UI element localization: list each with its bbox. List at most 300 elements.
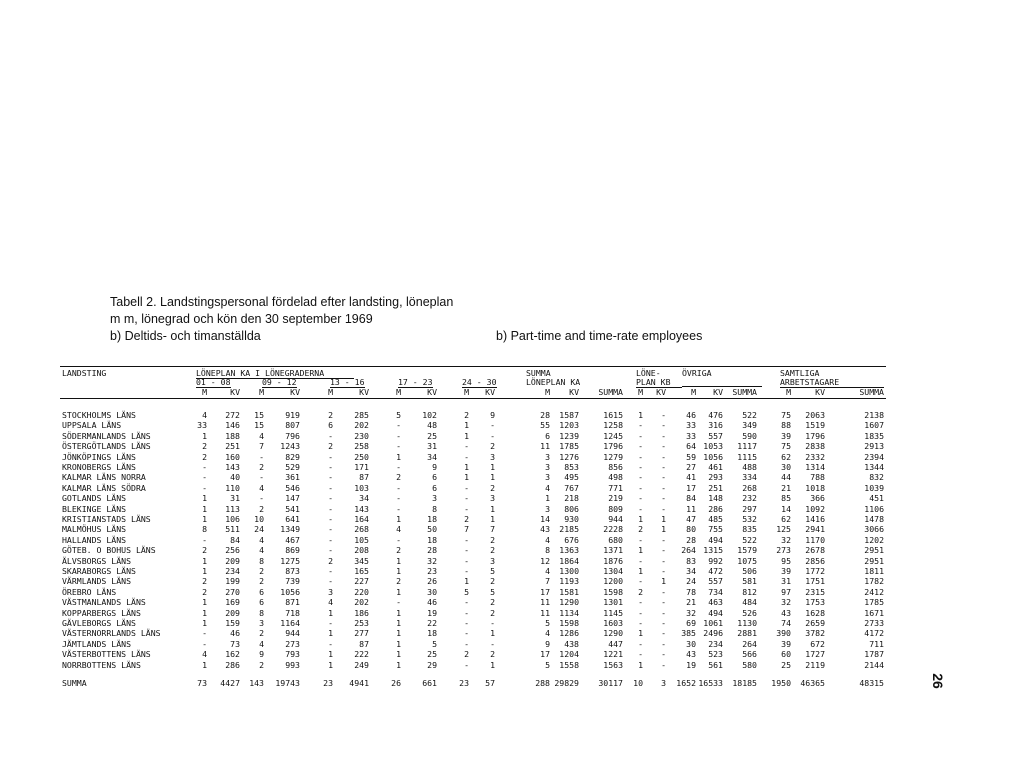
table-row-cell: 227 <box>354 576 369 587</box>
table-row-cell: - <box>464 618 469 628</box>
table-row-cell: - <box>661 649 666 660</box>
table-row-cell: 1787 <box>864 649 884 660</box>
table-row-cell: 2 <box>638 586 643 597</box>
table-row-cell: 835 <box>742 524 757 535</box>
table-row-cell: 7 <box>259 441 264 452</box>
table-row-cell: - <box>396 597 401 608</box>
table-row-cell: 1628 <box>805 607 825 618</box>
title-line-1: Tabell 2. Landstingspersonal fördelad efter landsting, löneplan <box>110 295 454 309</box>
header-sub-cell: M <box>545 387 550 397</box>
table-row-cell: - <box>328 451 333 462</box>
table-row-cell: 1290 <box>559 597 579 608</box>
table-row-cell: 2 <box>396 576 401 587</box>
table-row-cell: BLEKINGE LÄNS <box>62 503 127 514</box>
table-row-cell: - <box>396 420 401 431</box>
table-row-cell: 1092 <box>805 503 825 514</box>
table-row-cell: 2 <box>259 566 264 576</box>
table-row-cell: 561 <box>708 659 723 670</box>
table-row-cell: 1130 <box>737 618 757 628</box>
table-row-cell: 80 <box>686 524 696 535</box>
table-row-cell: 270 <box>225 586 240 597</box>
table-row-cell: 102 <box>422 410 437 420</box>
table-row-cell: 2315 <box>805 586 825 597</box>
table-row-cell: 1276 <box>559 451 579 462</box>
table-row-cell: 1 <box>638 514 643 524</box>
table-row-cell: 1785 <box>864 597 884 608</box>
header-lone-line2: PLAN KB <box>636 377 682 388</box>
table-row-cell: 1753 <box>805 597 825 608</box>
table-row-cell: 2 <box>490 607 495 618</box>
table-row-cell: VÄSTERNORRLANDS LÄNS <box>62 628 161 639</box>
table-row-cell: 9 <box>259 649 264 660</box>
table-row-cell: 2496 <box>703 628 723 639</box>
table-row-cell: 1 <box>396 618 401 628</box>
table-row-cell: 165 <box>354 566 369 576</box>
table-row-cell: 251 <box>708 482 723 493</box>
table-row-cell: 32 <box>781 534 791 545</box>
table-row-cell: 2 <box>396 472 401 483</box>
table-row-cell: - <box>661 628 666 639</box>
table-row-cell: 250 <box>354 451 369 462</box>
table-row-cell: 41 <box>686 472 696 483</box>
table-row-cell: 1 <box>396 628 401 639</box>
table-row-cell: - <box>638 555 643 566</box>
table-row-cell: - <box>638 462 643 472</box>
table-row-cell: 2332 <box>805 451 825 462</box>
table-row-cell: 202 <box>354 420 369 431</box>
table-row-cell: 2185 <box>559 524 579 535</box>
table-row-cell: 148 <box>708 493 723 504</box>
table-row-cell: 253 <box>354 618 369 628</box>
table-row-cell: 219 <box>608 493 623 504</box>
table-row-cell: - <box>661 462 666 472</box>
table-row-cell: 23 <box>427 566 437 576</box>
table-row-cell: 1056 <box>280 586 300 597</box>
table-row-cell: 62 <box>781 514 791 524</box>
table-row-cell: 6 <box>545 430 550 441</box>
table-row-cell: 209 <box>225 607 240 618</box>
table-row-cell: 1416 <box>805 514 825 524</box>
table-row-cell: 34 <box>427 451 437 462</box>
header-sub-cell: M <box>259 387 264 397</box>
table-row-cell: 251 <box>225 441 240 452</box>
table-row-cell: 25 <box>427 649 437 660</box>
table-row-cell: - <box>638 607 643 618</box>
table-row-cell: 1290 <box>603 628 623 639</box>
table-row-cell: 3 <box>328 586 333 597</box>
header-sub-cell: SUMMA <box>598 387 623 397</box>
table-row-cell: 566 <box>742 649 757 660</box>
table-row-cell: 5 <box>490 586 495 597</box>
table-row-cell: 2119 <box>805 659 825 670</box>
table-row-cell: 930 <box>564 514 579 524</box>
summa-row-cell: 3 <box>661 678 666 688</box>
table-row-cell: 18 <box>427 628 437 639</box>
header-rule <box>60 398 886 399</box>
table-row-cell: 2228 <box>603 524 623 535</box>
table-row-cell: 992 <box>708 555 723 566</box>
table-row-cell: - <box>638 576 643 587</box>
table-row-cell: - <box>661 472 666 483</box>
table-row-cell: 506 <box>742 566 757 576</box>
table-row-cell: - <box>638 451 643 462</box>
table-row-cell: 87 <box>359 638 369 649</box>
table-row-cell: 46 <box>427 597 437 608</box>
table-row-cell: 160 <box>225 451 240 462</box>
table-row-cell: 498 <box>608 472 623 483</box>
table-row-cell: - <box>661 420 666 431</box>
table-row-cell: 14 <box>540 514 550 524</box>
table-row-cell: 105 <box>354 534 369 545</box>
table-row-cell: 1193 <box>559 576 579 587</box>
table-row-cell: 3 <box>259 618 264 628</box>
table-row-cell: KRONOBERGS LÄNS <box>62 462 136 472</box>
table-row-cell: 24 <box>686 576 696 587</box>
table-row-cell: 390 <box>776 628 791 639</box>
table-row-cell: 8 <box>259 555 264 566</box>
header-sub-cell: KV <box>359 387 369 397</box>
table-row-cell: 361 <box>285 472 300 483</box>
table-row-cell: - <box>661 441 666 452</box>
table-row-cell: 447 <box>608 638 623 649</box>
table-row-cell: 806 <box>564 503 579 514</box>
table-row-cell: 3 <box>545 451 550 462</box>
table-row-cell: - <box>661 586 666 597</box>
table-row-cell: 2138 <box>864 410 884 420</box>
table-row-cell: - <box>490 420 495 431</box>
table-row-cell: 188 <box>225 430 240 441</box>
table-row-cell: 8 <box>202 524 207 535</box>
table-row-cell: - <box>202 628 207 639</box>
table-row-cell: - <box>464 607 469 618</box>
table-row-cell: 1 <box>464 420 469 431</box>
table-row-cell: 17 <box>540 586 550 597</box>
table-row-cell: 220 <box>354 586 369 597</box>
table-row-cell: 39 <box>781 566 791 576</box>
table-row-cell: 1301 <box>603 597 623 608</box>
table-row-cell: 95 <box>781 555 791 566</box>
header-range-1: 01 - 08 <box>196 377 231 387</box>
header-samtliga: SAMTLIGA <box>780 368 820 378</box>
table-row-cell: 1785 <box>559 441 579 452</box>
header-sub-cell: KV <box>485 387 495 397</box>
header-sub-cell: M <box>202 387 207 397</box>
table-row-cell: 526 <box>742 607 757 618</box>
table-row-cell: 4 <box>259 482 264 493</box>
header-sub-cell: M <box>396 387 401 397</box>
table-row-cell: 5 <box>545 618 550 628</box>
table-row-cell: 1039 <box>864 482 884 493</box>
table-row-cell: 6 <box>259 597 264 608</box>
table-row-cell: 159 <box>225 618 240 628</box>
table-row-cell: 4 <box>202 410 207 420</box>
table-row-cell: - <box>638 430 643 441</box>
table-row-cell: 2 <box>464 410 469 420</box>
table-row-cell: 7 <box>490 524 495 535</box>
table-row-cell: 48 <box>427 420 437 431</box>
table-row-cell: 84 <box>686 493 696 504</box>
table-row-cell: 19 <box>427 607 437 618</box>
table-row-cell: 15 <box>254 420 264 431</box>
table-row-cell: 25 <box>427 430 437 441</box>
table-row-cell: 74 <box>781 618 791 628</box>
title-line-2: m m, lönegrad och kön den 30 september 1969 <box>110 312 373 326</box>
table-row-cell: 18 <box>427 534 437 545</box>
table-row-cell: 232 <box>742 493 757 504</box>
table-row-cell: 7 <box>464 524 469 535</box>
summa-row-cell: 661 <box>422 678 437 688</box>
table-row-cell: 2913 <box>864 441 884 452</box>
table-row-cell: 522 <box>742 534 757 545</box>
table-row-cell: 39 <box>781 430 791 441</box>
table-row-cell: 256 <box>225 545 240 556</box>
table-row-cell: 4 <box>259 430 264 441</box>
table-row-cell: - <box>638 472 643 483</box>
table-row-cell: - <box>661 534 666 545</box>
table-row-cell: 230 <box>354 430 369 441</box>
table-row-cell: 60 <box>781 649 791 660</box>
page-number: 26 <box>929 673 946 689</box>
table-row-cell: - <box>490 638 495 649</box>
table-row-cell: 1258 <box>603 420 623 431</box>
table-row-cell: 17 <box>540 649 550 660</box>
table-row-cell: MALMÖHUS LÄNS <box>62 524 127 535</box>
table-row-cell: 11 <box>686 503 696 514</box>
table-row-cell: - <box>490 430 495 441</box>
table-row-cell: 2856 <box>805 555 825 566</box>
table-row-cell: 809 <box>608 503 623 514</box>
table-row-cell: 1 <box>202 566 207 576</box>
table-row-cell: - <box>464 566 469 576</box>
table-row-cell: - <box>396 503 401 514</box>
table-row-cell: 4 <box>545 534 550 545</box>
table-row-cell: 532 <box>742 514 757 524</box>
table-row-cell: 366 <box>810 493 825 504</box>
table-row-cell: 4 <box>396 524 401 535</box>
table-row-cell: 8 <box>545 545 550 556</box>
table-row-cell: - <box>661 566 666 576</box>
table-row-cell: STOCKHOLMS LÄNS <box>62 410 136 420</box>
table-row-cell: 334 <box>742 472 757 483</box>
table-row-cell: 1727 <box>805 649 825 660</box>
table-row-cell: 771 <box>608 482 623 493</box>
table-row-cell: 2 <box>490 649 495 660</box>
table-row-cell: 1286 <box>559 628 579 639</box>
table-row-cell: 84 <box>230 534 240 545</box>
table-row-cell: - <box>328 524 333 535</box>
table-row-cell: 1075 <box>737 555 757 566</box>
table-row-cell: 711 <box>869 638 884 649</box>
table-row-cell: 1 <box>638 659 643 670</box>
table-row-cell: 1796 <box>805 430 825 441</box>
table-row-cell: 1061 <box>703 618 723 628</box>
table-row-cell: 1170 <box>805 534 825 545</box>
header-sub-cell: M <box>638 387 643 397</box>
table-row-cell: 1 <box>396 659 401 670</box>
table-row-cell: 18 <box>427 514 437 524</box>
table-row-cell: - <box>328 430 333 441</box>
table-row-cell: 31 <box>427 441 437 452</box>
table-row-cell: 1 <box>202 514 207 524</box>
table-row-cell: 557 <box>708 430 723 441</box>
table-row-cell: 1581 <box>559 586 579 597</box>
table-row-cell: 1200 <box>603 576 623 587</box>
table-row-cell: 64 <box>686 441 696 452</box>
table-row-cell: 796 <box>285 430 300 441</box>
table-row-cell: 1 <box>490 462 495 472</box>
table-row-cell: 1615 <box>603 410 623 420</box>
table-row-cell: 3066 <box>864 524 884 535</box>
table-row-cell: VÄSTERBOTTENS LÄNS <box>62 649 151 660</box>
table-row-cell: 3 <box>545 462 550 472</box>
table-row-cell: 541 <box>285 503 300 514</box>
table-row-cell: 919 <box>285 410 300 420</box>
table-row-cell: 43 <box>686 649 696 660</box>
table-row-cell: 30 <box>781 462 791 472</box>
table-row-cell: 277 <box>354 628 369 639</box>
subtitle-swedish: b) Deltids- och timanställda <box>110 329 261 343</box>
table-row-cell: 26 <box>427 576 437 587</box>
top-rule <box>60 366 886 367</box>
table-row-cell: 812 <box>742 586 757 597</box>
table-row-cell: 87 <box>359 472 369 483</box>
table-row-cell: 1314 <box>805 462 825 472</box>
table-row-cell: 2733 <box>864 618 884 628</box>
table-row-cell: 1 <box>661 576 666 587</box>
table-row-cell: 5 <box>464 586 469 597</box>
table-row-cell: 488 <box>742 462 757 472</box>
table-row-cell: 2 <box>490 597 495 608</box>
table-row-cell: 1811 <box>864 566 884 576</box>
table-row-cell: 171 <box>354 462 369 472</box>
table-row-cell: 1558 <box>559 659 579 670</box>
summa-row-cell: 143 <box>249 678 264 688</box>
table-row-cell: - <box>464 597 469 608</box>
header-ovriga: ÖVRIGA <box>682 368 712 378</box>
table-row-cell: 4 <box>545 628 550 639</box>
table-row-cell: 33 <box>686 430 696 441</box>
table-row-cell: 2 <box>328 410 333 420</box>
table-row-cell: 169 <box>225 597 240 608</box>
table-row-cell: 19 <box>686 659 696 670</box>
table-row-cell: 461 <box>708 462 723 472</box>
table-row-cell: 484 <box>742 597 757 608</box>
table-row-cell: - <box>328 514 333 524</box>
table-row-cell: 680 <box>608 534 623 545</box>
table-row-cell: 1304 <box>603 566 623 576</box>
table-row-cell: 944 <box>608 514 623 524</box>
table-row-cell: 103 <box>354 482 369 493</box>
table-row-cell: 268 <box>354 524 369 535</box>
table-row-cell: 2 <box>464 514 469 524</box>
table-row-cell: 28 <box>540 410 550 420</box>
table-row-cell: 2 <box>259 659 264 670</box>
header-range-4: 17 - 23 <box>398 377 433 387</box>
table-row-cell: 113 <box>225 503 240 514</box>
table-row-cell: 143 <box>225 462 240 472</box>
table-row-cell: 125 <box>776 524 791 535</box>
table-row-cell: 33 <box>197 420 207 431</box>
table-row-cell: - <box>464 638 469 649</box>
table-row-cell: 258 <box>354 441 369 452</box>
table-row-cell: 529 <box>285 462 300 472</box>
header-loneplan-group: LÖNEPLAN KA I LÖNEGRADERNA <box>196 368 354 379</box>
table-row-cell: KALMAR LÄNS NORRA <box>62 472 146 483</box>
table-row-cell: 39 <box>781 638 791 649</box>
table-row-cell: - <box>464 493 469 504</box>
table-row-cell: 6 <box>259 586 264 597</box>
table-row-cell: 286 <box>225 659 240 670</box>
table-row-cell: 46 <box>686 410 696 420</box>
table-row-cell: 268 <box>742 482 757 493</box>
table-row-cell: 164 <box>354 514 369 524</box>
table-row-cell: 32 <box>781 597 791 608</box>
table-row-cell: JÖNKÖPINGS LÄNS <box>62 451 136 462</box>
table-row-cell: 209 <box>225 555 240 566</box>
summa-row-cell: SUMMA <box>62 678 87 688</box>
table-row-cell: - <box>661 503 666 514</box>
table-row-cell: 1349 <box>280 524 300 535</box>
table-row-cell: 1 <box>545 493 550 504</box>
table-row-cell: - <box>396 462 401 472</box>
table-row-cell: - <box>328 472 333 483</box>
table-row-cell: 1 <box>396 607 401 618</box>
table-row-cell: 739 <box>285 576 300 587</box>
table-row-cell: 21 <box>686 597 696 608</box>
table-row-cell: SKARABORGS LÄNS <box>62 566 136 576</box>
header-sub-cell: KV <box>713 387 723 397</box>
table-row-cell: 1243 <box>280 441 300 452</box>
table-row-cell: 5 <box>432 638 437 649</box>
table-row-cell: 43 <box>540 524 550 535</box>
table-row-cell: 494 <box>708 534 723 545</box>
table-row-cell: 3 <box>490 555 495 566</box>
table-row-cell: 143 <box>354 503 369 514</box>
table-row-cell: 1245 <box>603 430 623 441</box>
table-row-cell: 523 <box>708 649 723 660</box>
table-row-cell: 2 <box>259 462 264 472</box>
table-row-cell: 1018 <box>805 482 825 493</box>
table-row-cell: 75 <box>781 410 791 420</box>
table-row-cell: - <box>638 503 643 514</box>
table-row-cell: 1204 <box>559 649 579 660</box>
table-row-cell: 50 <box>427 524 437 535</box>
table-row-cell: 9 <box>432 462 437 472</box>
table-row-cell: 2 <box>259 628 264 639</box>
table-row-cell: 9 <box>545 638 550 649</box>
header-samtliga-line2: ARBETSTAGARE <box>780 377 884 388</box>
table-row-cell: 793 <box>285 649 300 660</box>
table-row-cell: 7 <box>545 576 550 587</box>
table-row-cell: 5 <box>490 566 495 576</box>
table-row-cell: SÖDERMANLANDS LÄNS <box>62 430 151 441</box>
table-row-cell: 1782 <box>864 576 884 587</box>
table-row-cell: 202 <box>354 597 369 608</box>
table-row-cell: 1 <box>396 514 401 524</box>
header-landsting: LANDSTING <box>62 368 107 378</box>
table-row-cell: 1 <box>328 628 333 639</box>
table-row-cell: 10 <box>254 514 264 524</box>
table-row-cell: 286 <box>708 503 723 514</box>
header-range-3: 13 - 16 <box>330 377 365 387</box>
table-row-cell: 2063 <box>805 410 825 420</box>
table-row-cell: 1275 <box>280 555 300 566</box>
table-row-cell: 249 <box>354 659 369 670</box>
table-row-cell: 944 <box>285 628 300 639</box>
summa-row-cell: 48315 <box>859 678 884 688</box>
table-row-cell: 467 <box>285 534 300 545</box>
table-row-cell: - <box>638 482 643 493</box>
